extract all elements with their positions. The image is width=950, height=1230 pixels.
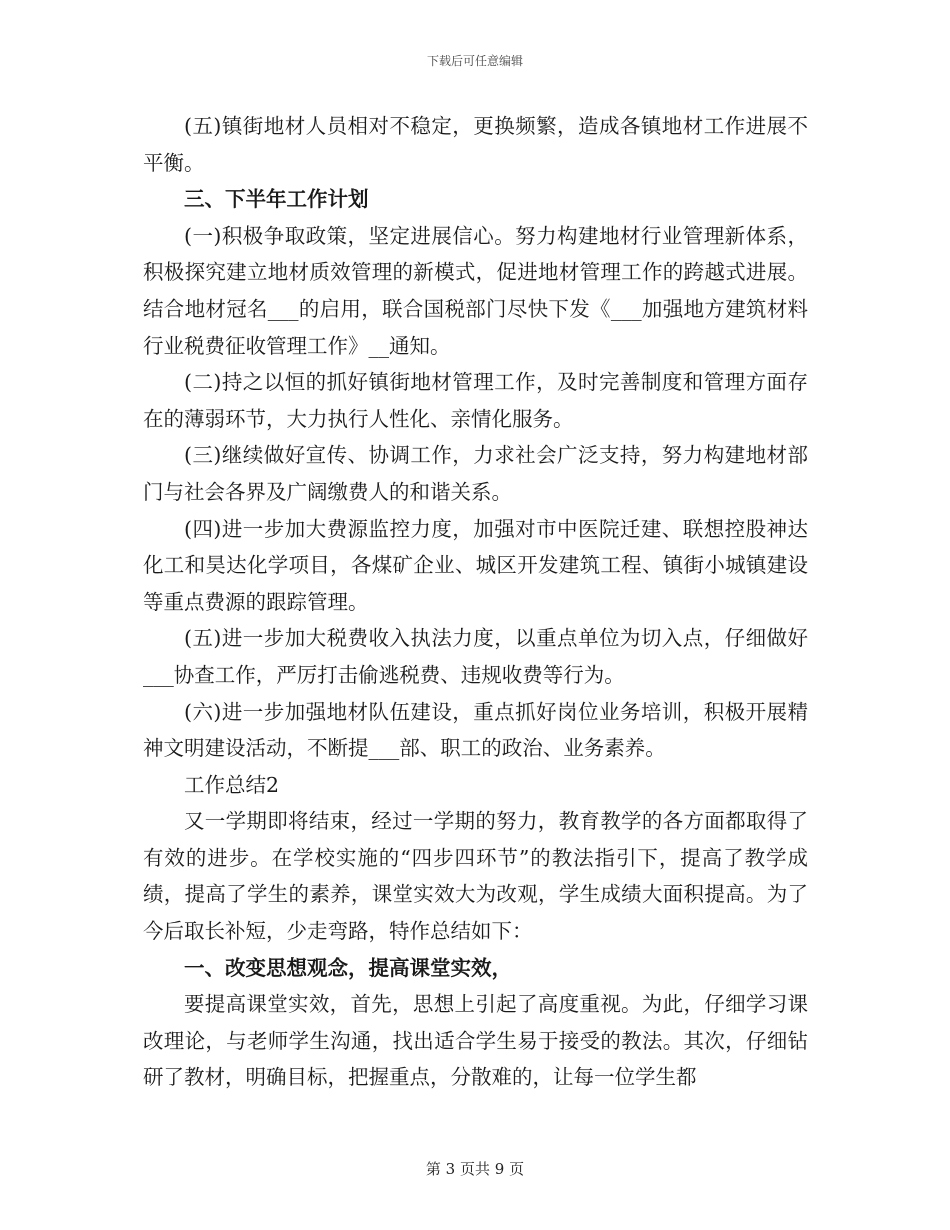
paragraph-7: (五)进一步加大税费收入执法力度，以重点单位为切入点，仔细做好___协查工作，严厉打击偷逃税费、违规收费等行为。: [143, 626, 808, 687]
paragraph-1: (五)镇街地材人员相对不稳定，更换频繁，造成各镇地材工作进展不平衡。: [143, 114, 808, 175]
page-footer: 第 3 页共 9 页: [425, 1160, 525, 1178]
paragraph-4: (二)持之以恒的抓好镇街地材管理工作，及时完善制度和管理方面存在的薄弱环节，大力执行人性化、亲情化服务。: [143, 370, 808, 431]
page-header: 下载后可任意编辑: [426, 54, 523, 68]
paragraph-10: 又一学期即将结束，经过一学期的努力，教育教学的各方面都取得了有效的进步。在学校实施的“四步四环节”的教法指引下，提高了教学成绩，提高了学生的素养，课堂实效大为改观，学生成绩大面积提高。为了今后取长补短，少走弯路，特作总结如下：: [143, 809, 808, 944]
summary-title: 工作总结2: [184, 772, 280, 797]
document-body: [143, 108, 808, 1096]
section-heading-mindset: 一、改变思想观念，提高课堂实效，: [184, 955, 512, 980]
paragraph-6: (四)进一步加大费源监控力度，加强对市中医院迁建、联想控股神达化工和昊达化学项目，各煤矿企业、城区开发建筑工程、镇街小城镇建设等重点费源的跟踪管理。: [143, 516, 808, 614]
paragraph-8: (六)进一步加强地材队伍建设，重点抓好岗位业务培训，积极开展精神文明建设活动，不断提___部、职工的政治、业务素养。: [143, 699, 808, 761]
section-heading-plan: 三、下半年工作计划: [184, 187, 369, 212]
paragraph-5: (三)继续做好宣传、协调工作，力求社会广泛支持，努力构建地材部门与社会各界及广阔缴费人的和谐关系。: [143, 443, 808, 504]
paragraph-12: 要提高课堂实效，首先，思想上引起了高度重视。为此，仔细学习课改理论，与老师学生沟通，找出适合学生易于接受的教法。其次，仔细钻研了教材，明确目标，把握重点，分散难的，让每一位学生都: [143, 992, 808, 1090]
paragraph-3: (一)积极争取政策，坚定进展信心。努力构建地材行业管理新体系，积极探究建立地材质效管理的新模式，促进地材管理工作的跨越式进展。结合地材冠名___的启用，联合国税部门尽快下发《___加强地方建筑材料行业税费征收管理工作》__通知。: [143, 223, 808, 358]
